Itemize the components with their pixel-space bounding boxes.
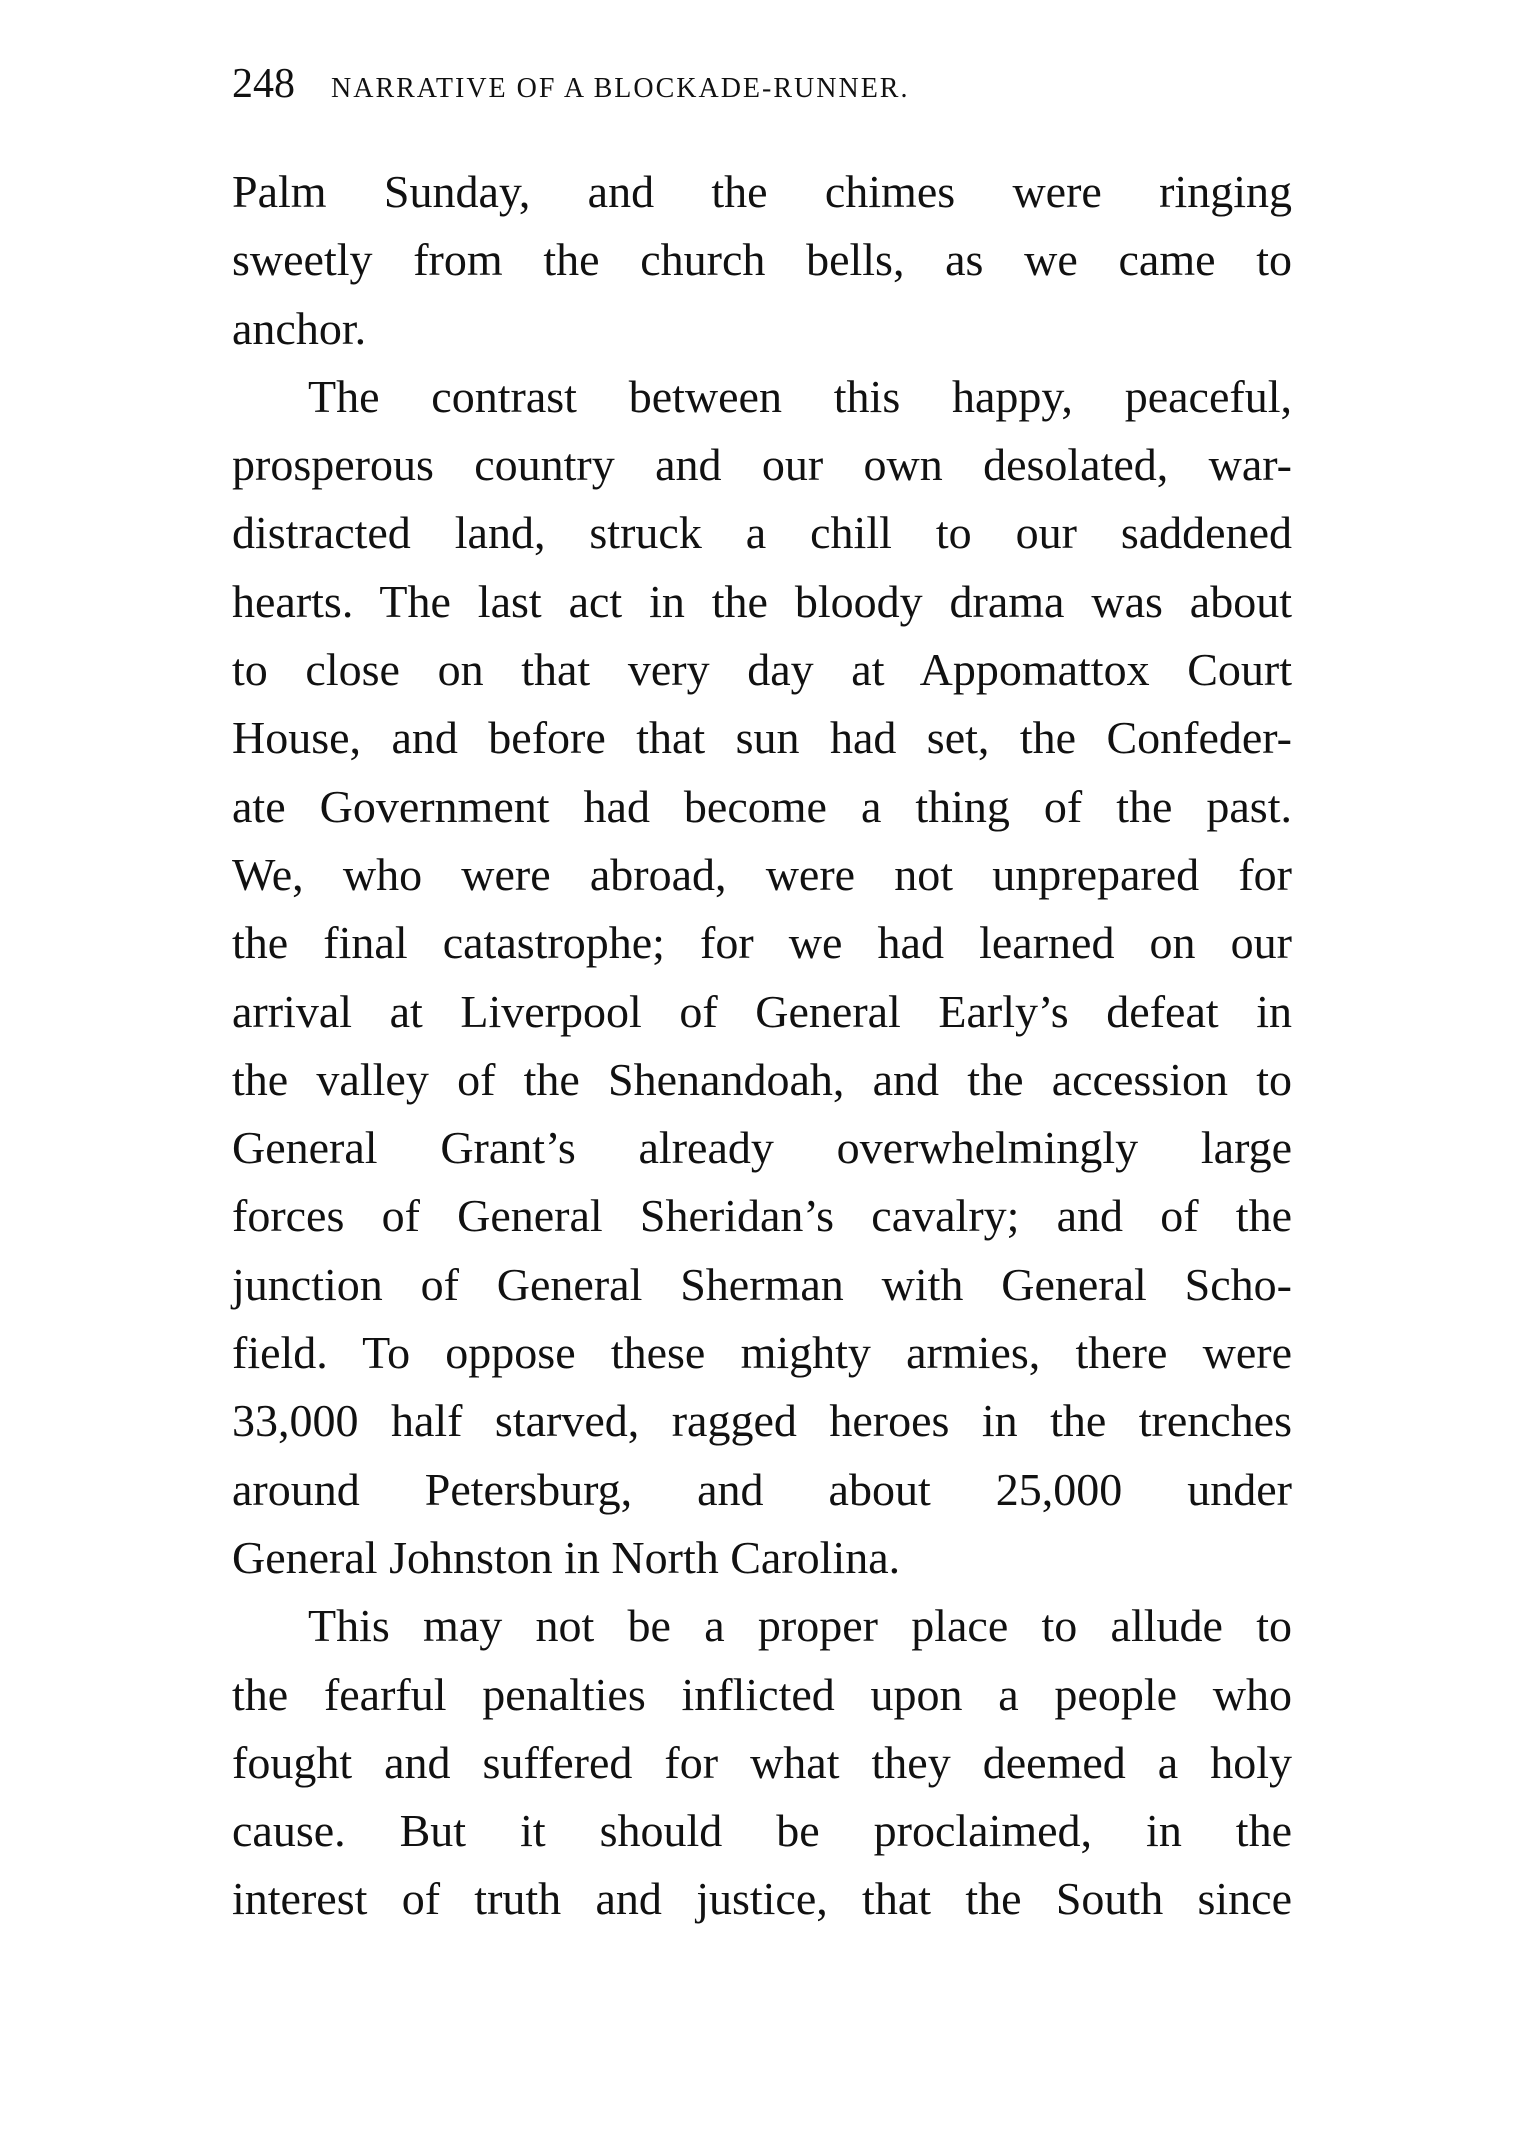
text-line: the fearful penalties inflicted upon a people who xyxy=(232,1668,1292,1720)
text-line: cause. But it should be proclaimed, in the xyxy=(232,1805,1292,1857)
text-line: General Johnston in North Carolina. xyxy=(232,1531,901,1583)
text-line: the valley of the Shenandoah, and the accession to xyxy=(232,1053,1292,1105)
text-line: around Petersburg, and about 25,000 under xyxy=(232,1463,1292,1515)
text-line: ate Government had become a thing of the past. xyxy=(232,780,1292,832)
text-line: distracted land, struck a chill to our saddened xyxy=(232,507,1292,559)
running-header xyxy=(232,60,1292,110)
text-line: The contrast between this happy, peaceful, xyxy=(308,370,1292,422)
text-line: interest of truth and justice, that the South since xyxy=(232,1873,1292,1925)
text-line: arrival at Liverpool of General Early’s defeat in xyxy=(232,985,1292,1037)
paragraph xyxy=(232,363,1292,1592)
text-line: to close on that very day at Appomattox Court xyxy=(232,644,1292,696)
running-title: NARRATIVE OF A BLOCKADE-RUNNER. xyxy=(331,73,910,104)
text-line: This may not be a proper place to allude to xyxy=(308,1600,1292,1652)
text-line: hearts. The last act in the bloody drama was about xyxy=(232,575,1292,627)
page-number: 248 xyxy=(232,61,295,107)
paragraph xyxy=(232,158,1292,363)
text-line: Palm Sunday, and the chimes were ringing xyxy=(232,166,1292,217)
text-line: field. To oppose these mighty armies, there were xyxy=(232,1327,1292,1379)
text-line: General Grant’s already overwhelmingly large xyxy=(232,1122,1292,1174)
text-line: forces of General Sheridan’s cavalry; and of the xyxy=(232,1190,1292,1242)
text-line: anchor. xyxy=(232,302,367,354)
text-line: sweetly from the church bells, as we came to xyxy=(232,234,1292,286)
text-line: prosperous country and our own desolated, war- xyxy=(232,439,1292,491)
text-line: the final catastrophe; for we had learned on our xyxy=(232,917,1292,969)
text-line: 33,000 half starved, ragged heroes in the trenches xyxy=(232,1395,1292,1447)
text-line: We, who were abroad, were not unprepared for xyxy=(232,848,1292,900)
text-line: fought and suffered for what they deemed a holy xyxy=(232,1736,1292,1788)
paragraph xyxy=(232,1592,1292,1933)
body-text xyxy=(232,158,1292,1934)
text-line: junction of General Sherman with General Scho- xyxy=(232,1258,1292,1310)
text-line: House, and before that sun had set, the Confeder- xyxy=(232,712,1292,764)
